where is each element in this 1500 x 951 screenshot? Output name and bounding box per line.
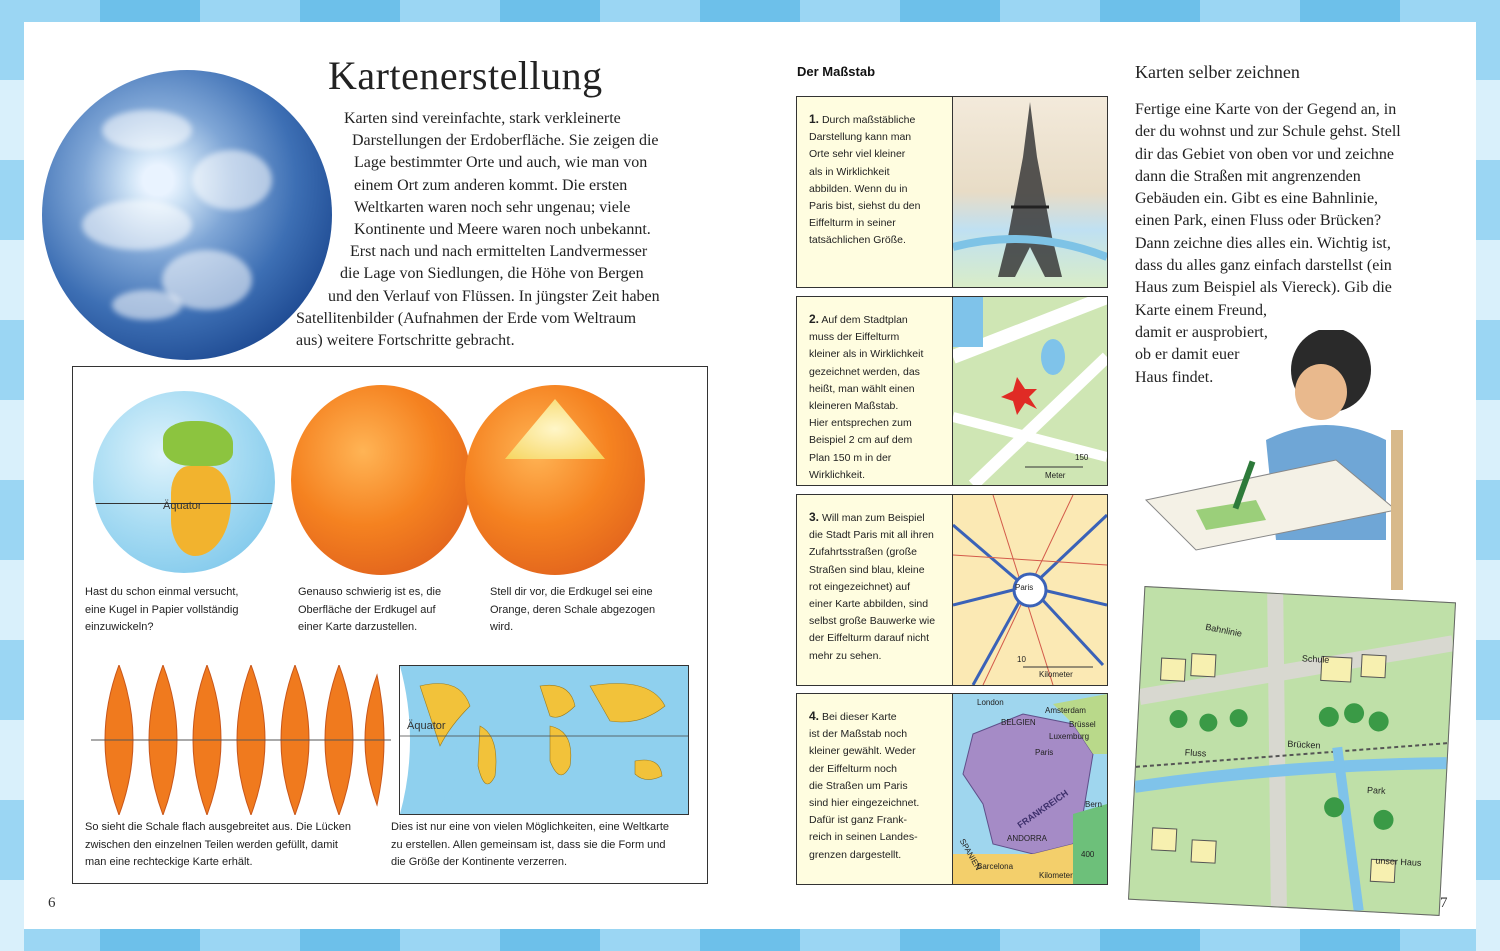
- label-schule: Schule: [1301, 653, 1330, 665]
- projection-illustration-box: [72, 366, 708, 884]
- france-map: [952, 694, 1107, 884]
- label-unser-haus: unser Haus: [1375, 855, 1422, 868]
- equator-label-map: Äquator: [407, 720, 446, 732]
- label-amsterdam: Amsterdam: [1045, 706, 1086, 715]
- orange-globe: [291, 385, 471, 575]
- label-bruessel: Brüssel: [1069, 720, 1096, 729]
- label-bahnlinie: Bahnlinie: [1204, 621, 1243, 639]
- panel-3-text: 3. Will man zum Beispiel die Stadt Paris mit all ihren Zufahrtsstraßen (große Straßen sind blau, kleine rot eingezeichnet) auf einer Karte abbilden, sind selbst große Bauwerke wie der Eiffelturm darauf nicht mehr zu sehen.: [809, 510, 936, 662]
- interrupted-world-map: [399, 665, 689, 815]
- label-frankreich: FRANKREICH: [1015, 787, 1070, 831]
- caption-distortion: Dies ist nur eine von vielen Möglichkeiten, eine Weltkarte zu erstellen. Allen gemeinsam ist, dass sie die Form und die Größe der Kontinente verzerren.: [391, 821, 669, 868]
- scale-unit-meter: Meter: [1045, 471, 1066, 480]
- scale-panel-4: [796, 693, 1108, 885]
- label-london: London: [977, 698, 1004, 707]
- paris-label: Paris: [1015, 583, 1034, 592]
- label-belgien: BELGIEN: [1001, 718, 1036, 727]
- scale-150: 150: [1075, 453, 1089, 462]
- boy-drawing-illustration: [1136, 330, 1436, 600]
- draw-maps-text: Fertige eine Karte von der Gegend an, in der du wohnst und zur Schule gehst. Stell dir das Gebiet von oben vor und zeichne dann die Straßen mit angrenzenden Gebäuden ein. Gibt es eine Bahnlinie, einen Park, einen Fluss oder Brücken? Dann zeichne dies alles ein. Wichtig ist, dass du alles ganz einfach darstellst (ein Haus zum Beispiel als Viereck). Gib die Karte einem Freund, damit er ausprobiert, ob er damit euer Haus findet.: [1135, 101, 1401, 386]
- left-border-band: [0, 0, 24, 951]
- label-paris: Paris: [1035, 748, 1054, 757]
- page-number-right: 7: [1440, 895, 1448, 911]
- scale-unit-kilometer-4: Kilometer: [1039, 871, 1073, 880]
- earth-globe-illustration: [42, 70, 332, 360]
- small-globe: [93, 391, 275, 573]
- peel-gores: [91, 665, 391, 815]
- city-plan-map: [952, 297, 1107, 485]
- bottom-border-band: [0, 929, 1500, 951]
- paris-region-map: [952, 495, 1107, 685]
- panel-4-text: 4. Bei dieser Karte ist der Maßstab noch kleiner gewählt. Weder der Eiffelturm noch die Straßen um Paris sind hier eingezeichnet. Dafür ist ganz Frank- reich in seinen Landes- grenzen dargestellt.: [809, 709, 920, 861]
- scale-panel-3: [796, 494, 1108, 686]
- scale-400: 400: [1081, 850, 1095, 859]
- scale-panel-2: [796, 296, 1108, 486]
- scale-panel-1: [796, 96, 1108, 288]
- hand-drawn-neighborhood-map: [1128, 586, 1456, 916]
- label-park: Park: [1366, 784, 1386, 796]
- label-bern: Bern: [1085, 800, 1102, 809]
- page-number-left: 6: [48, 895, 56, 911]
- caption-wrap-ball: Hast du schon einmal versucht, eine Kugel in Papier vollständig einzuwickeln?: [85, 586, 239, 633]
- label-barcelona: Barcelona: [977, 862, 1014, 871]
- label-spanien: SPANIEN: [957, 837, 983, 872]
- caption-orange-peel: Stell dir vor, die Erdkugel sei eine Orange, deren Schale abgezogen wird.: [490, 586, 656, 633]
- eiffel-tower-view: [952, 97, 1107, 287]
- equator-label: Äquator: [163, 500, 202, 512]
- scale-10: 10: [1017, 655, 1026, 664]
- right-border-band: [1476, 0, 1500, 951]
- top-border-band: [0, 0, 1500, 22]
- label-luxemburg: Luxemburg: [1049, 732, 1090, 741]
- caption-earth-surface: Genauso schwierig ist es, die Oberfläche der Erdkugel auf einer Karte darzustellen.: [298, 586, 442, 633]
- draw-maps-heading: Karten selber zeichnen: [1135, 62, 1300, 82]
- page-title: Kartenerstellung: [328, 53, 603, 98]
- scale-heading: Der Maßstab: [797, 64, 876, 79]
- scale-unit-kilometer-3: Kilometer: [1039, 670, 1073, 679]
- panel-2-text: 2. Auf dem Stadtplan muss der Eiffelturm kleiner als in Wirklichkeit gezeichnet werden, das heißt, man wählt einen kleineren Maßstab. Hier entsprechen zum Beispiel 2 cm auf dem Plan 150 m in der Wirklichkeit.: [809, 312, 924, 481]
- intro-text: Karten sind vereinfachte, stark verkleinerte Darstellungen der Erdoberfläche. Sie zeigen die Lage bestimmter Orte und auch, wie man von einem Ort zum anderen kommt. Die ersten Weltkarten waren noch sehr ungenau; viele Kontinente und Meere waren noch unbekannt. Erst nach und nach ermittelten Landvermesser die Lage von Siedlungen, die Höhe von Bergen und den Verlauf von Flüssen. In jüngster Zeit haben Satellitenbilder (Aufnahmen der Erde vom Weltraum aus) weitere Fortschritte gebracht.: [296, 110, 660, 350]
- caption-flat-peel: So sieht die Schale flach ausgebreitet aus. Die Lücken zwischen den einzelnen Teilen werden gefüllt, damit man eine rechteckige Karte erhält.: [85, 821, 351, 868]
- panel-1-text: 1. Durch maßstäbliche Darstellung kann man Orte sehr viel kleiner als in Wirklichkeit abbilden. Wenn du in Paris bist, siehst du den Eiffelturm in seiner tatsächlichen Größe.: [809, 112, 921, 247]
- label-andorra: ANDORRA: [1007, 834, 1048, 843]
- peeled-orange: [465, 385, 645, 575]
- label-bruecken: Brücken: [1287, 738, 1321, 751]
- label-fluss: Fluss: [1184, 747, 1207, 759]
